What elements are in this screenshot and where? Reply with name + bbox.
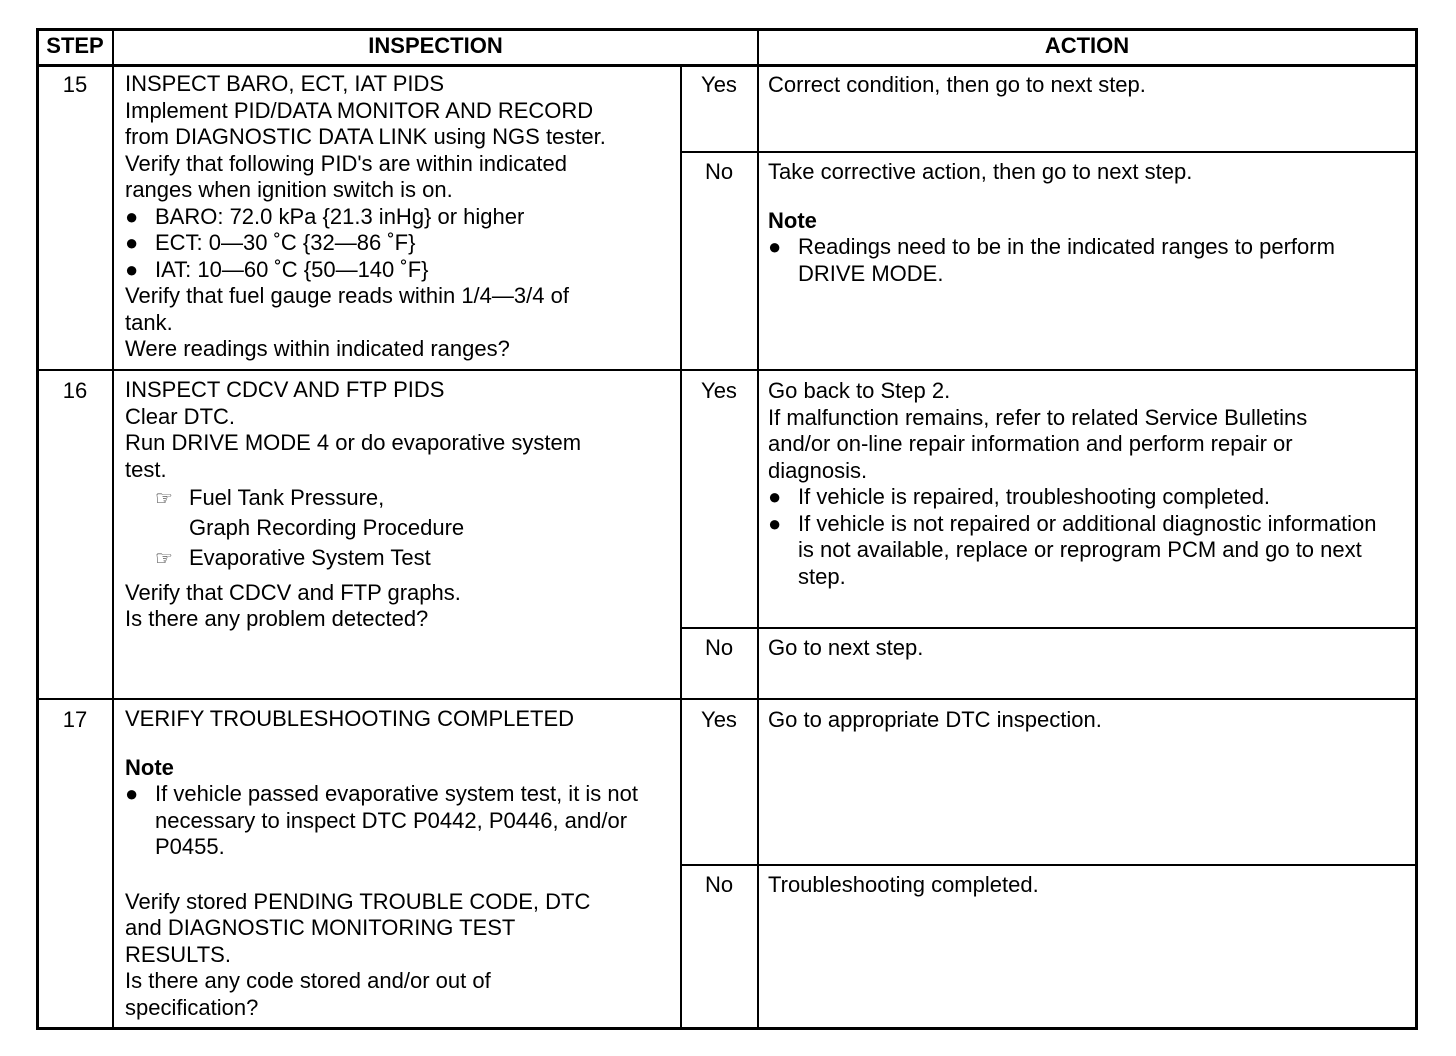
bullet-text: If vehicle is repaired, troubleshooting completed. [798,484,1271,509]
inspection-cell [125,377,581,633]
yes-action-line: If malfunction remains, refer to related Service Bulletins [768,404,1308,430]
inspection-line: RESULTS. [125,941,231,967]
reference-text: Fuel Tank Pressure, [189,485,385,510]
no-action: Troubleshooting completed. [768,872,1039,897]
list-item [768,511,1408,591]
list-item [125,781,670,861]
step-col-divider [112,28,114,1028]
row17-yesno-divider [680,864,1418,866]
bullet-icon: ● [768,484,782,509]
step-number: 16 [62,378,88,403]
row16-yesno-divider [680,627,1418,629]
step-number: 17 [62,707,88,732]
inspection-title: VERIFY TROUBLESHOOTING COMPLETED [125,706,575,731]
header-inspection: INSPECTION [368,33,503,58]
yes-action-line: diagnosis. [768,457,868,483]
inspection-line: Verify stored PENDING TROUBLE CODE, DTC [125,888,591,914]
list-item [768,234,1408,287]
bullet-icon: ● [125,203,139,229]
note-title: Note [768,207,817,233]
yes-action: Correct condition, then go to next step. [768,72,1146,97]
yes-action-line: and/or on-line repair information and perform repair or [768,431,1293,456]
inspection-line: Run DRIVE MODE 4 or do evaporative system [125,430,582,455]
table-border-bottom [36,1027,1418,1030]
reference-link[interactable] [125,485,581,513]
inspection-line: Is there any code stored and/or out of [125,968,491,993]
inspection-line: Were readings within indicated ranges? [125,336,510,361]
table-border-left [36,28,39,1030]
yes-action-line: Go back to Step 2. [768,378,951,403]
header-action: ACTION [1044,33,1130,58]
header-divider [36,64,1418,67]
action-col-divider [757,28,759,1028]
inspection-line: test. [125,456,167,482]
pointing-hand-icon: ☞ [155,488,173,510]
no-label: No [704,872,734,897]
table-border-right [1415,28,1418,1030]
inspection-cell [125,706,670,1021]
bullet-icon: ● [768,510,782,536]
inspection-line: ranges when ignition switch is on. [125,177,453,202]
inspection-line: specification? [125,994,259,1020]
inspection-line: tank. [125,309,173,335]
yes-label: Yes [701,707,737,732]
no-action: Take corrective action, then go to next step. [768,159,1193,184]
bullet-text: IAT: 10—60 ˚C {50—140 ˚F} [155,256,429,282]
inspection-title: INSPECT CDCV AND FTP PIDS [125,377,445,402]
list-item [125,257,606,284]
reference-text: Evaporative System Test [189,545,431,570]
bullet-text: ECT: 0—30 ˚C {32—86 ˚F} [155,230,416,255]
inspection-line: Verify that following PID's are within indicated [125,150,567,176]
row15-yesno-divider [680,151,1418,153]
step-number: 15 [62,72,88,97]
bullet-text: If vehicle passed evaporative system test, it is not necessary to inspect DTC P0442, P0446, and/or P0455. [155,781,639,859]
note-title: Note [125,754,174,780]
bullet-text: BARO: 72.0 kPa {21.3 inHg} or higher [155,203,525,229]
bullet-icon: ● [125,256,139,282]
header-step: STEP [46,33,104,58]
inspection-line: Is there any problem detected? [125,606,429,631]
inspection-line: Implement PID/DATA MONITOR AND RECORD [125,97,594,123]
row-divider-15-16 [36,369,1418,371]
reference-link[interactable] [125,545,581,573]
bullet-icon: ● [768,234,782,259]
list-item [125,230,606,257]
inspection-line: Clear DTC. [125,403,236,429]
inspection-line: from DIAGNOSTIC DATA LINK using NGS tester. [125,124,606,149]
yes-label: Yes [701,378,737,403]
inspection-line: Verify that fuel gauge reads within 1/4—3/4 of [125,283,569,308]
bullet-text: Readings need to be in the indicated ranges to perform DRIVE MODE. [798,234,1335,286]
no-label: No [704,159,734,184]
yes-label: Yes [701,72,737,97]
list-item [125,204,606,231]
inspection-line: and DIAGNOSTIC MONITORING TEST [125,915,516,940]
yes-action-cell [768,378,1408,590]
pointing-hand-icon: ☞ [155,548,173,570]
no-action-cell [768,159,1408,287]
reference-text: Graph Recording Procedure [189,514,465,540]
inspection-line: Verify that CDCV and FTP graphs. [125,579,461,605]
yes-action: Go to appropriate DTC inspection. [768,707,1102,732]
list-item [768,484,1408,511]
inspection-cell [125,71,606,363]
no-action: Go to next step. [768,635,924,660]
bullet-text: If vehicle is not repaired or additional diagnostic information is not available, replace or reprogram PCM and go to next step. [798,510,1377,589]
row-divider-16-17 [36,698,1418,700]
table-border-top [36,28,1418,31]
inspection-title: INSPECT BARO, ECT, IAT PIDS [125,71,445,96]
bullet-icon: ● [125,230,139,255]
bullet-icon: ● [125,781,139,806]
no-label: No [704,635,734,660]
